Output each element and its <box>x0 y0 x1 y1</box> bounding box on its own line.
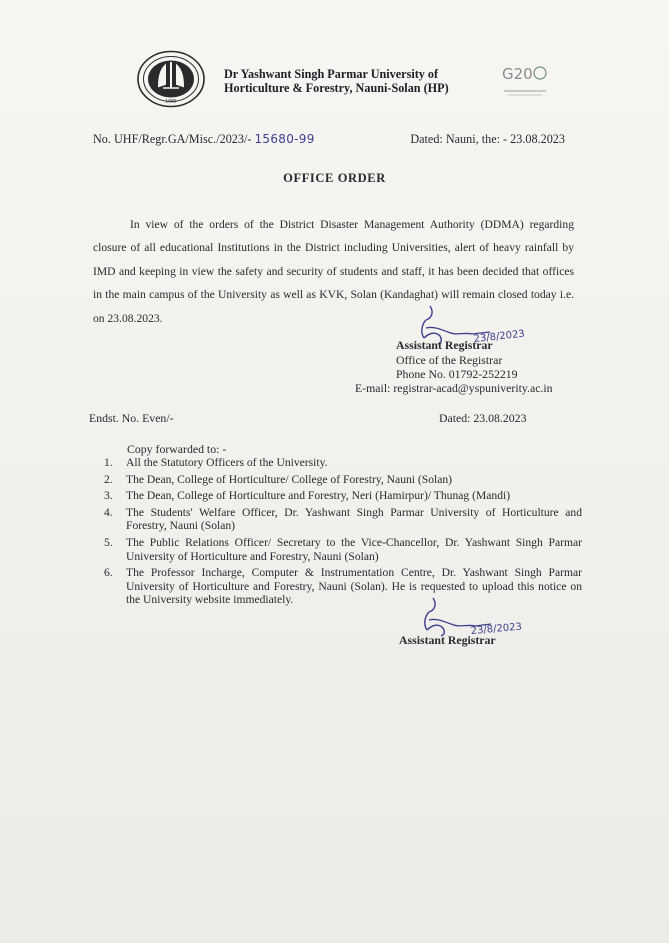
list-item-number: 1. <box>104 456 113 469</box>
list-item <box>104 506 582 533</box>
signatory-email: E-mail: registrar-acad@yspuniverity.ac.in <box>355 381 553 395</box>
university-name <box>224 67 449 95</box>
list-item <box>104 536 582 563</box>
order-body: In view of the orders of the District Disaster Management Authority (DDMA) regarding closure of all educational Institutions in the District including Universities, alert of heavy rainfall by IMD and keeping in view the safety and security of students and staff, it has been decided that offices in the main campus of the University as well as KVK, Solan (Kandaghat) will remain closed today i.e. on 23.08.2023. <box>93 218 574 325</box>
handwritten-number: 15680-99 <box>254 132 315 146</box>
signature-2-date: 23/8/2023 <box>470 621 523 637</box>
list-item-number: 4. <box>104 505 113 519</box>
list-item-text: The Students' Welfare Officer, Dr. Yashwant Singh Parmar University of Horticulture and Forestry, Nauni (Solan) <box>126 505 582 533</box>
reference-line <box>93 132 565 147</box>
list-item-text: The Professor Incharge, Computer & Instrumentation Centre, Dr. Yashwant Singh Parmar University of Horticulture and Forestry, Nauni (Solan). He is requested to upload this notice on the University website immediately. <box>126 566 582 607</box>
signatory-phone: Phone No. 01792-252219 <box>396 367 518 382</box>
endorsement-label: Endst. No. Even/- <box>89 411 174 425</box>
page-title: OFFICE ORDER <box>283 171 386 185</box>
list-item-number: 2. <box>104 472 113 486</box>
list-item <box>104 489 582 503</box>
list-item-number: 6. <box>104 566 113 580</box>
g20-logo-icon <box>498 58 554 104</box>
list-item <box>104 456 582 470</box>
signatory-role: Assistant Registrar <box>396 338 493 352</box>
list-item <box>104 566 582 607</box>
list-item-number: 5. <box>104 535 113 549</box>
list-item-number: 3. <box>104 489 113 503</box>
endorsement-signatory-role: Assistant Registrar <box>399 633 496 647</box>
copy-forwarded-label: Copy forwarded to: - <box>127 442 227 456</box>
reference-number: No. UHF/Regr.GA/Misc./2023/- <box>93 132 252 146</box>
signature-1-date: 23/8/2023 <box>473 328 526 345</box>
endorsement-date: Dated: 23.08.2023 <box>439 411 527 425</box>
list-item-text: The Dean, College of Horticulture and Forestry, Neri (Hamirpur)/ Thunag (Mandi) <box>126 489 511 503</box>
logo-year: 1985 <box>165 99 177 105</box>
university-emblem-icon <box>137 50 205 108</box>
list-item-text: The Dean, College of Horticulture/ College of Forestry, Nauni (Solan) <box>126 472 453 486</box>
university-name-line2: Horticulture & Forestry, Nauni-Solan (HP) <box>224 81 449 95</box>
list-item-text: The Public Relations Officer/ Secretary to the Vice-Chancellor, Dr. Yashwant Singh Parmar University of Horticulture and Forestry, Nauni (Solan) <box>126 535 582 563</box>
university-name-line1: Dr Yashwant Singh Parmar University of <box>224 67 439 81</box>
list-item-text: All the Statutory Officers of the University. <box>126 456 328 469</box>
list-item <box>104 473 582 487</box>
reference-date: Dated: Nauni, the: - 23.08.2023 <box>410 132 565 146</box>
signatory-block <box>396 338 586 382</box>
signatory-office: Office of the Registrar <box>396 352 503 367</box>
recipient-list <box>104 456 582 610</box>
g20-label: G20 <box>502 65 533 83</box>
